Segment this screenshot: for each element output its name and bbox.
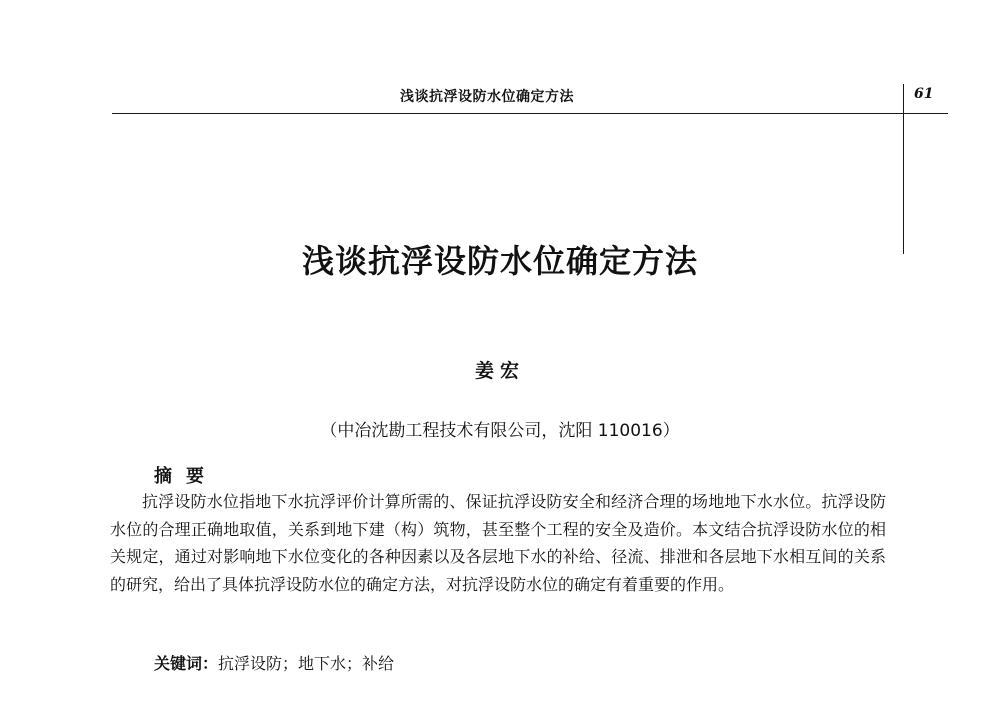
page-number: 61 [914,86,934,102]
margin-vertical-rule [903,84,904,254]
running-head: 浅谈抗浮设防水位确定方法 [400,89,574,105]
article-title: 浅谈抗浮设防水位确定方法 [301,242,698,280]
author-name: 姜宏 [474,360,525,382]
author-affiliation: （中冶沈勘工程技术有限公司，沈阳 110016） [320,421,680,441]
keywords-line [154,651,394,674]
abstract-heading: 摘要 [154,466,218,487]
header-rule [112,113,948,114]
abstract-body: 抗浮设防水位指地下水抗浮评价计算所需的、保证抗浮设防安全和经济合理的场地地下水水位。抗浮设防水位的合理正确地取值，关系到地下建（构）筑物，甚至整个工程的安全及造价。本文结合抗浮设防水位的相关规定，通过对影响地下水位变化的各种因素以及各层地下水的补给、径流、排泄和各层地下水相互间的关系的研究，给出了具体抗浮设防水位的确定方法，对抗浮设防水位的确定有着重要的作用。 [110,492,886,594]
keywords-label: 关键词： [154,654,219,673]
keywords-list: 抗浮设防；地下水；补给 [218,654,395,673]
